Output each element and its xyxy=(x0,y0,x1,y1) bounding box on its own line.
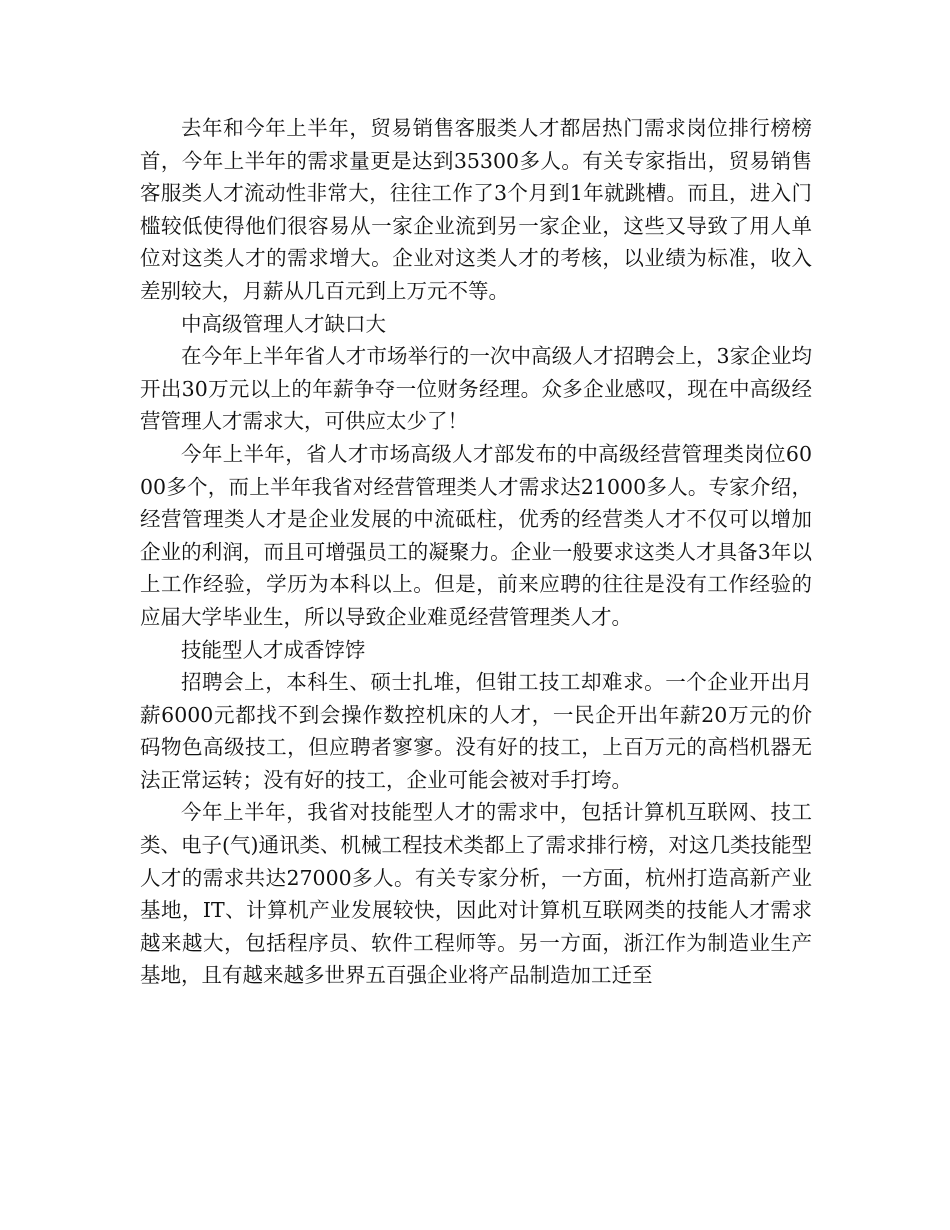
section-heading-skilled: 技能型人才成香饽饽 xyxy=(181,637,366,662)
document-page xyxy=(140,112,812,992)
section-heading-management: 中高级管理人才缺口大 xyxy=(181,311,386,336)
paragraph-management-demand: 今年上半年，省人才市场高级人才部发布的中高级经营管理类岗位6000多个，而上半年我省对经营管理类人才需求达21000多人。专家介绍，经营管理类人才是企业发展的中流砥柱，优秀的经营类人才不仅可以增加企业的利润，而且可增强员工的凝聚力。企业一般要求这类人才具备3年以上工作经验，学历为本科以上。但是，前来应聘的往往是没有工作经验的应届大学毕业生，所以导致企业难觅经营管理类人才。 xyxy=(140,441,812,629)
paragraph-skilled-workers: 招聘会上，本科生、硕士扎堆，但钳工技工却难求。一个企业开出月薪6000元都找不到会操作数控机床的人才，一民企开出年薪20万元的价码物色高级技工，但应聘者寥寥。没有好的技工，上百万元的高档机器无法正常运转；没有好的技工，企业可能会被对手打垮。 xyxy=(140,670,812,792)
paragraph-trade-sales: 去年和今年上半年，贸易销售客服类人才都居热门需求岗位排行榜榜首，今年上半年的需求量更是达到35300多人。有关专家指出，贸易销售客服类人才流动性非常大，往往工作了3个月到1年就跳槽。而且，进入门槛较低使得他们很容易从一家企业流到另一家企业，这些又导致了用人单位对这类人才的需求增大。企业对这类人才的考核，以业绩为标准，收入差别较大，月薪从几百元到上万元不等。 xyxy=(140,116,812,303)
paragraph-skilled-demand: 今年上半年，我省对技能型人才的需求中，包括计算机互联网、技工类、电子(气)通讯类、机械工程技术类都上了需求排行榜，对这几类技能型人才的需求共达27000多人。有关专家分析，一方面，杭州打造高新产业基地，IT、计算机产业发展较快，因此对计算机互联网类的技能人才需求越来越大，包括程序员、软件工程师等。另一方面，浙江作为制造业生产基地，且有越来越多世界五百强企业将产品制造加工迁至 xyxy=(140,800,812,988)
paragraph-job-fair: 在今年上半年省人才市场举行的一次中高级人才招聘会上，3家企业均开出30万元以上的年薪争夺一位财务经理。众多企业感叹，现在中高级经营管理人才需求大，可供应太少了！ xyxy=(140,344,812,434)
